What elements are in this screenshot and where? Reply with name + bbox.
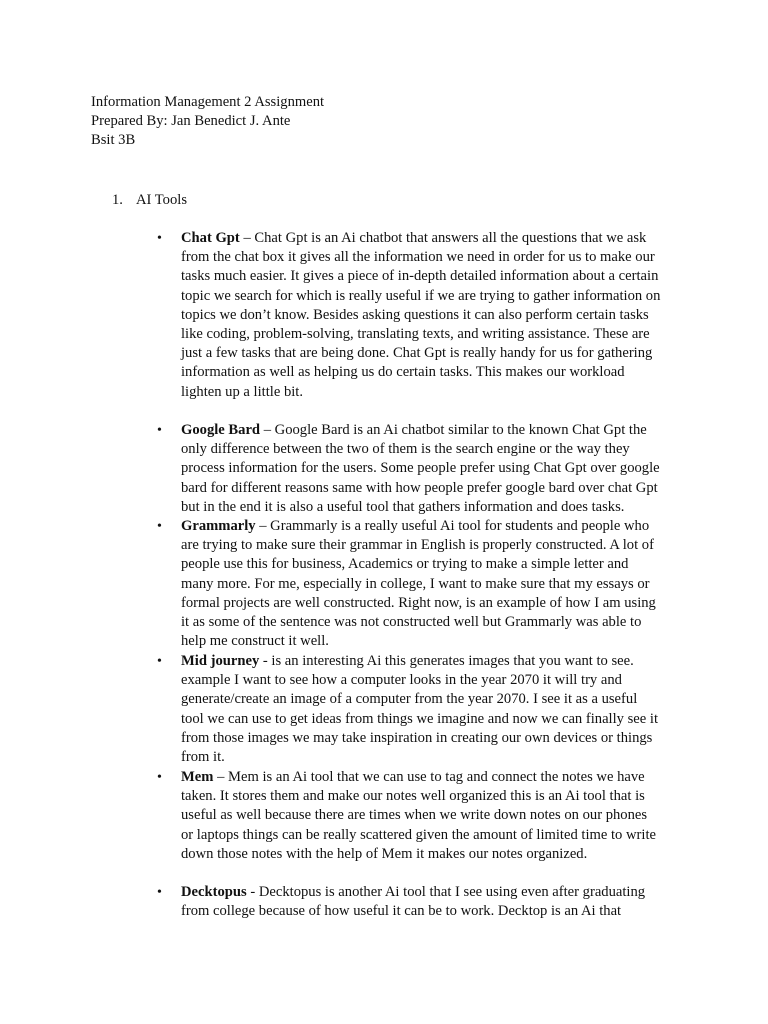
bullet-icon: • <box>157 885 162 900</box>
item-term: Decktopus <box>181 884 247 900</box>
item-term: Grammarly <box>181 518 256 534</box>
item-text: Google Bard – Google Bard is an Ai chatbot similar to the known Chat Gpt the only difference between the two of them is the search engine or the way they process information for the users. Some people prefer using Chat Gpt over google bard for different reasons same with how people prefer google bard over chat Gpt but in the end it is also a useful tool that gathers information and does tasks. <box>181 422 660 515</box>
list-item <box>157 229 681 402</box>
item-term: Google Bard <box>181 422 261 438</box>
list-item <box>157 517 681 651</box>
section-number: 1. <box>112 192 123 208</box>
prepared-by: Prepared By: Jan Benedict J. Ante <box>91 113 291 130</box>
item-text: Mem – Mem is an Ai tool that we can use to tag and connect the notes we have taken. It stores them and make our notes well organized this is an Ai tool that is useful as well because there are times when we write down notes on our phones or laptops things can be really scattered given the amount of limited time to write down those notes with the help of Mem it makes our notes organized. <box>181 769 656 862</box>
list-item <box>157 421 681 517</box>
list-item <box>157 883 681 921</box>
section-title: AI Tools <box>136 192 188 208</box>
section-heading <box>112 191 187 210</box>
item-text: Grammarly – Grammarly is a really useful Ai tool for students and people who are trying to make sure their grammar in English is properly constructed. A lot of people use this for business, Academics or trying to make a simple letter and many more. For me, especially in college, I want to make sure that my essays or formal projects are well constructed. Right now, is an example of how I am using it as some of the sentence was not constructed well but Grammarly was able to help me construct it well. <box>181 518 656 650</box>
list-item <box>157 768 681 864</box>
item-term: Chat Gpt <box>181 230 240 246</box>
list-item <box>157 652 681 767</box>
bullet-icon: • <box>157 654 162 669</box>
item-term: Mid journey <box>181 653 260 669</box>
bullet-icon: • <box>157 231 162 246</box>
item-text: Chat Gpt – Chat Gpt is an Ai chatbot that answers all the questions that we ask from the chat box it gives all the information we need in order for us to make our tasks much easier. It gives a piece of in-depth detailed information about a certain topic we search for which is really useful if we are trying to gather information on topics we don’t know. Besides asking questions it can also perform certain tasks like coding, problem-solving, translating texts, and writing assistance. These are just a few tasks that are being done. Chat Gpt is really handy for us for gathering information as well as helping us do certain tasks. This makes our workload lighten up a little bit. <box>181 230 661 400</box>
item-text: Mid journey - is an interesting Ai this generates images that you want to see. example I want to see how a computer looks in the year 2070 it will try and generate/create an image of a computer from the year 2070. I see it as a useful tool we can use to get ideas from things we imagine and now we can finally see it from those images we may take inspiration in creating our own devices or things from it. <box>181 653 658 766</box>
bullet-icon: • <box>157 519 162 534</box>
bullet-icon: • <box>157 770 162 785</box>
document-header <box>91 93 691 151</box>
item-text: Decktopus - Decktopus is another Ai tool that I see using even after graduating from college because of how useful it can be to work. Decktop is an Ai that <box>181 884 646 920</box>
class-section: Bsit 3B <box>91 132 136 149</box>
bullet-icon: • <box>157 423 162 438</box>
assignment-title: Information Management 2 Assignment <box>91 94 325 110</box>
item-term: Mem <box>181 769 214 785</box>
